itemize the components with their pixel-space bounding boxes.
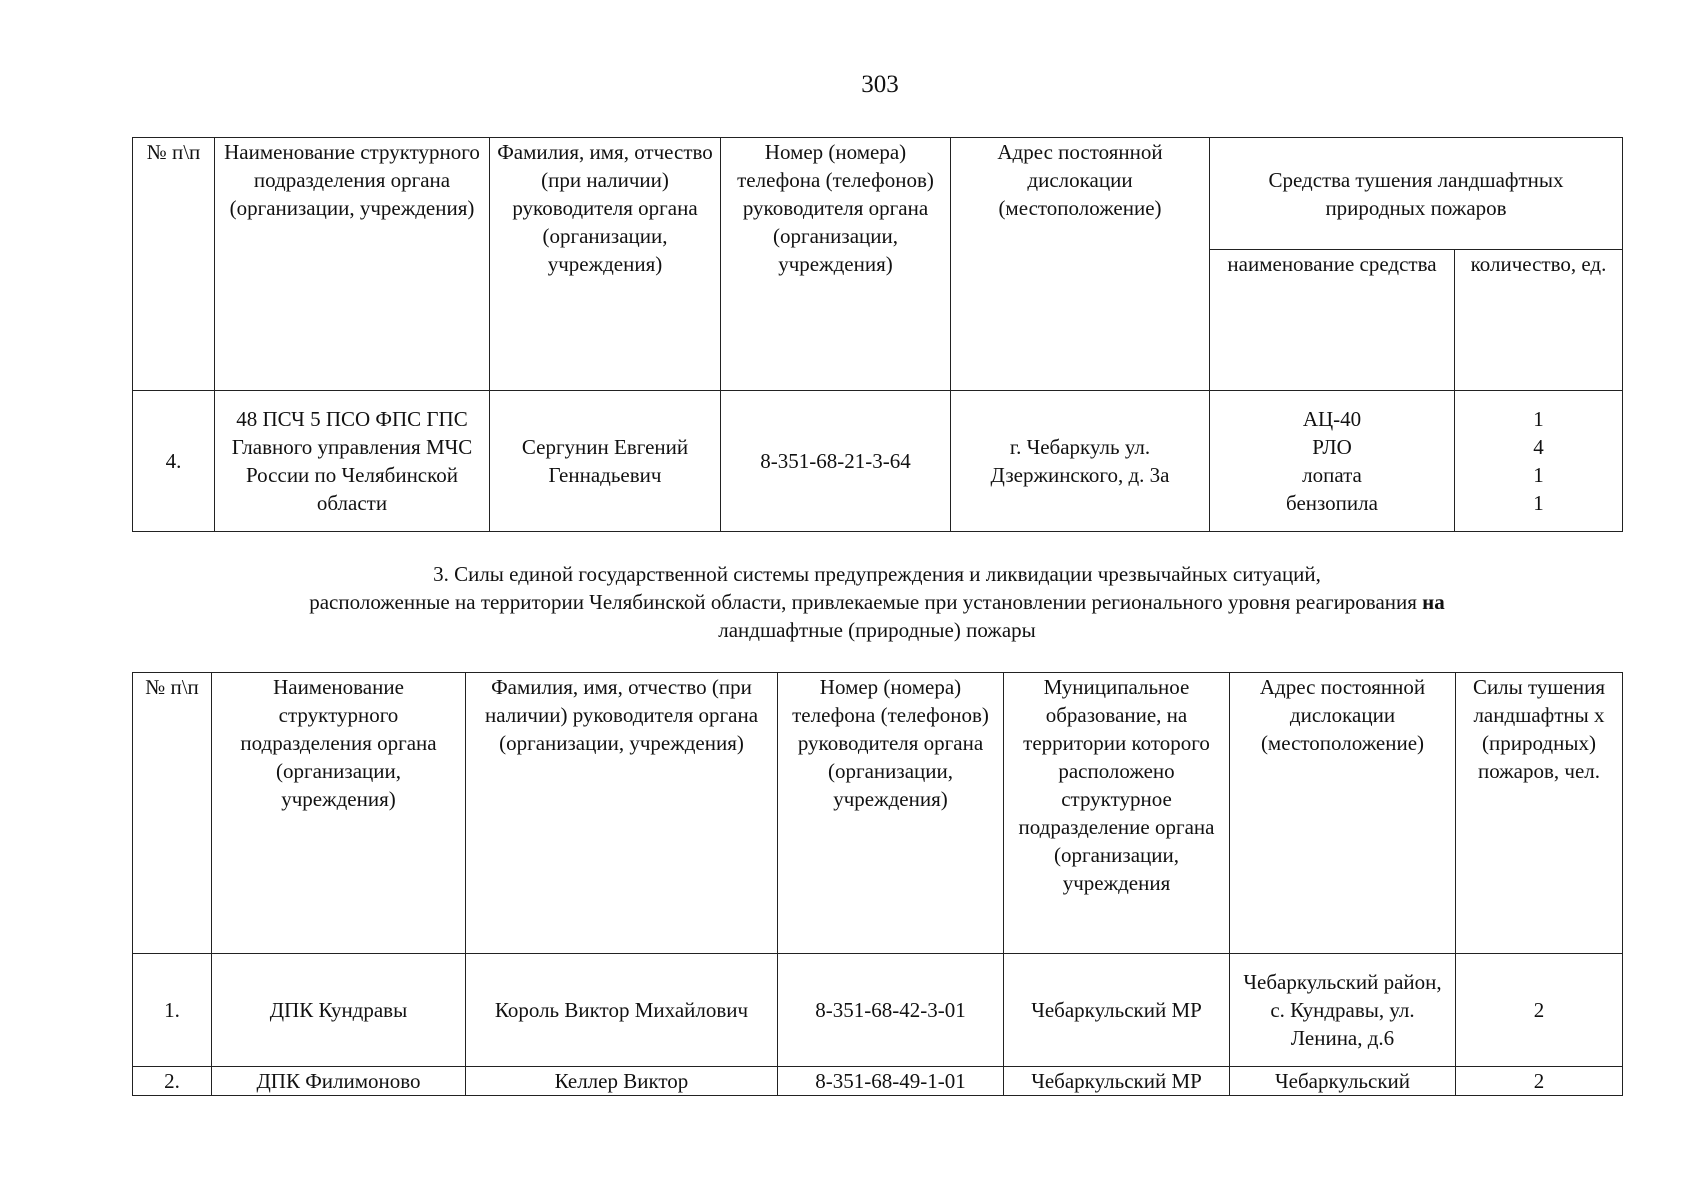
rsChS-forces-table [132, 672, 1623, 1096]
section-heading [132, 560, 1622, 644]
cell-phone: 8-351-68-49-1-01 [778, 1067, 1004, 1096]
cell-head: Сергунин Евгений Геннадьевич [490, 391, 721, 532]
section-heading-line1: 3. Силы единой государственной системы предупреждения и ликвидации чрезвычайных ситуаций, [433, 562, 1321, 586]
table-row [133, 391, 1623, 532]
header-address: Адрес постоянной дислокации (местоположение) [1230, 673, 1456, 954]
cell-address: Чебаркульский район, с. Кундравы, ул. Ленина, д.6 [1230, 954, 1456, 1067]
means-item: РЛО [1312, 435, 1352, 459]
cell-means-list [1210, 391, 1455, 532]
header-unit: Наименование структурного подразделения органа (организации, учреждения) [212, 673, 466, 954]
page-number: 303 [861, 71, 899, 98]
cell-municipality: Чебаркульский МР [1004, 1067, 1230, 1096]
cell-forces: 2 [1456, 1067, 1623, 1096]
cell-head: Келлер Виктор [466, 1067, 778, 1096]
cell-unit: ДПК Филимоново [212, 1067, 466, 1096]
header-phone: Номер (номера) телефона (телефонов) руководителя органа (организации, учреждения) [778, 673, 1004, 954]
section-heading-line2-text: расположенные на территории Челябинской области, привлекаемые при установлении регионального уровня реагирования [309, 590, 1417, 614]
qty-item: 1 [1533, 463, 1544, 487]
header-head: Фамилия, имя, отчество (при наличии) руководителя органа (организации, учреждения) [466, 673, 778, 954]
cell-municipality: Чебаркульский МР [1004, 954, 1230, 1067]
section-heading-line2 [132, 588, 1622, 616]
cell-phone: 8-351-68-21-3-64 [721, 391, 951, 532]
cell-address: Чебаркульский [1230, 1067, 1456, 1096]
header-means-name: наименование средства [1210, 250, 1455, 391]
header-head: Фамилия, имя, отчество (при наличии) руководителя органа (организации, учреждения) [490, 138, 721, 391]
table-row [133, 954, 1623, 1067]
cell-head: Король Виктор Михайлович [466, 954, 778, 1067]
means-item: бензопила [1286, 491, 1378, 515]
header-unit: Наименование структурного подразделения органа (организации, учреждения) [215, 138, 490, 391]
header-num: № п\п [133, 673, 212, 954]
cell-phone: 8-351-68-42-3-01 [778, 954, 1004, 1067]
qty-item: 1 [1533, 491, 1544, 515]
header-address: Адрес постоянной дислокации (местоположение) [951, 138, 1210, 391]
header-num: № п\п [133, 138, 215, 391]
header-municipality: Муниципальное образование, на территории которого расположено структурное подразделение органа (организации, учреждения [1004, 673, 1230, 954]
section-heading-line3: ландшафтные (природные) пожары [718, 618, 1036, 642]
means-item: лопата [1302, 463, 1362, 487]
cell-unit: 48 ПСЧ 5 ПСО ФПС ГПС Главного управления МЧС России по Челябинской области [215, 391, 490, 532]
cell-num: 4. [133, 391, 215, 532]
qty-item: 4 [1533, 435, 1544, 459]
cell-unit: ДПК Кундравы [212, 954, 466, 1067]
header-forces: Силы тушения ландшафтны х (природных) пожаров, чел. [1456, 673, 1623, 954]
forces-means-table [132, 137, 1623, 532]
cell-forces: 2 [1456, 954, 1623, 1067]
header-phone: Номер (номера) телефона (телефонов) руководителя органа (организации, учреждения) [721, 138, 951, 391]
cell-qty-list [1455, 391, 1623, 532]
header-means-group: Средства тушения ландшафтных природных пожаров [1210, 138, 1623, 250]
cell-num: 2. [133, 1067, 212, 1096]
section-heading-line2-bold: на [1422, 590, 1445, 614]
table-row [133, 1067, 1623, 1096]
means-item: АЦ-40 [1302, 407, 1362, 431]
header-means-qty: количество, ед. [1455, 250, 1623, 391]
cell-address: г. Чебаркуль ул. Дзержинского, д. 3а [951, 391, 1210, 532]
qty-item: 1 [1533, 407, 1544, 431]
cell-num: 1. [133, 954, 212, 1067]
